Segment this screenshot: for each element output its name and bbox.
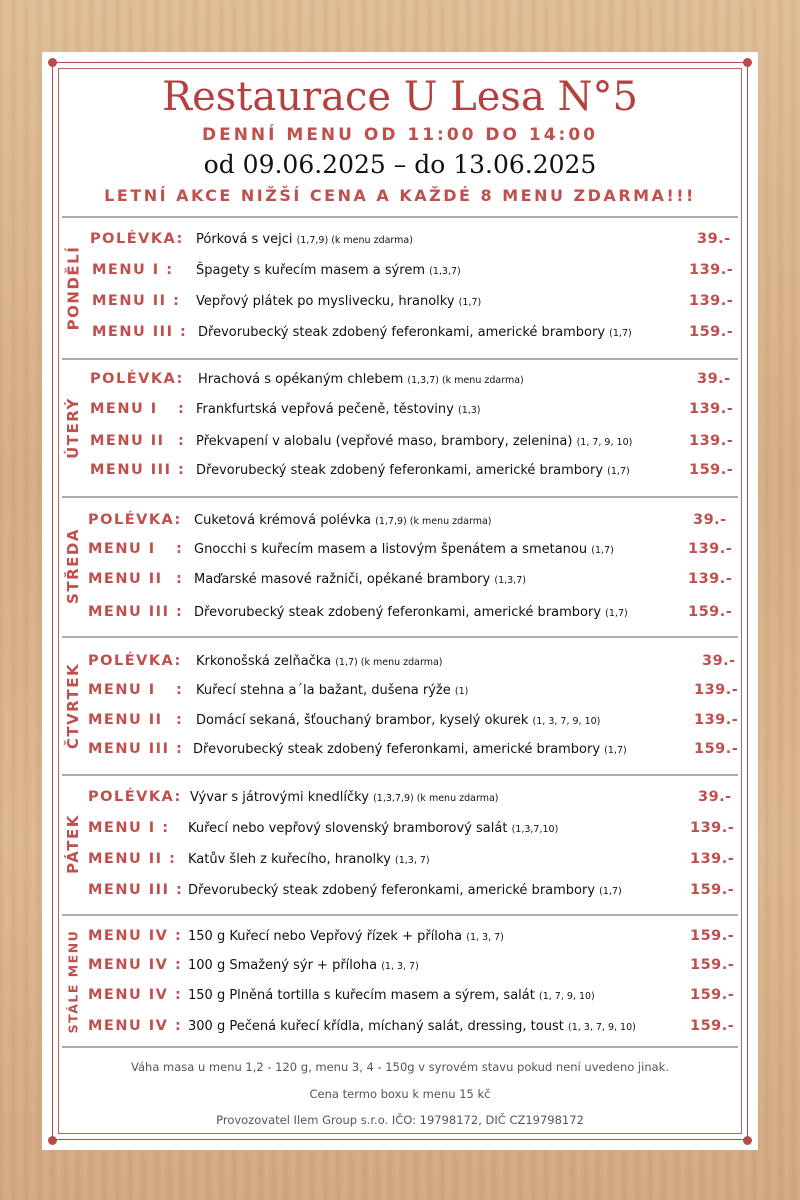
box-price-note: Cena termo boxu k menu 15 kč [309, 1087, 491, 1101]
item-label: MENU I [88, 682, 156, 698]
menu-row [0, 928, 800, 952]
allergens: (1, 7, 9, 10) [576, 437, 633, 448]
menu-hours: DENNÍ MENU OD 11:00 DO 14:00 [201, 125, 598, 145]
dish-name: 150 g Kuřecí nebo Vepřový řízek + příloha (1, 3, 7) [188, 929, 504, 944]
price: 159.- [694, 741, 739, 757]
allergens: (1, 3, 7, 9, 10) [532, 716, 601, 727]
menu-row [0, 653, 800, 677]
item-colon: : [176, 712, 184, 728]
price: 159.- [690, 957, 735, 973]
dish-name: Dřevorubecký steak zdobený feferonkami, americké brambory (1,7) [198, 325, 632, 340]
day-label-thursday: ČTVRTEK [64, 662, 83, 750]
price: 159.- [690, 882, 735, 898]
price: 139.- [688, 541, 733, 557]
item-colon: : [176, 604, 184, 620]
menu-row [0, 987, 800, 1011]
dish-name: Krkonošská zelňačka (1,7) (k menu zdarma) [196, 654, 443, 669]
dish-name: Domácí sekaná, šťouchaný brambor, kyselý okurek (1, 3, 7, 9, 10) [196, 713, 601, 728]
price: 39.- [697, 231, 731, 247]
item-label: MENU III [90, 462, 172, 478]
menu-row [0, 604, 800, 628]
menu-row [0, 789, 800, 813]
item-colon: : [178, 401, 186, 417]
allergens: (1,3,7) (k menu zdarma) [407, 375, 524, 386]
item-label: MENU II : [88, 851, 177, 867]
item-colon: : [176, 541, 184, 557]
menu-row [0, 1018, 800, 1042]
allergens: (1, 3, 7) [381, 961, 419, 972]
menu-row [0, 682, 800, 706]
dish-name: Cuketová krémová polévka (1,7,9) (k menu zdarma) [194, 513, 492, 528]
item-colon: : [178, 462, 186, 478]
allergens: (1,7) (k menu zdarma) [335, 657, 443, 668]
dish-name: Kuřecí stehna a´la bažant, dušena rýže (1) [196, 683, 469, 698]
dish-name: Špagety s kuřecím masem a sýrem (1,3,7) [196, 263, 461, 278]
item-label: MENU III : [92, 324, 188, 340]
price: 159.- [690, 1018, 735, 1034]
dish-name: Hrachová s opékaným chlebem (1,3,7) (k menu zdarma) [198, 372, 524, 387]
menu-row [0, 851, 800, 875]
price: 139.- [689, 293, 734, 309]
item-label: POLÉVKA: [90, 371, 184, 387]
dish-name: Katův šleh z kuřecího, hranolky (1,3, 7) [188, 852, 430, 867]
menu-dates: od 09.06.2025 – do 13.06.2025 [203, 150, 597, 179]
menu-row [0, 433, 800, 457]
menu-row [0, 512, 800, 536]
price: 139.- [690, 851, 735, 867]
item-label: MENU I : [88, 820, 170, 836]
allergens: (1) [454, 686, 469, 697]
operator-info: Provozovatel Ilem Group s.r.o. IČO: 19798172, DIČ CZ19798172 [216, 1113, 584, 1127]
menu-row [0, 262, 800, 286]
corner-dot [743, 1136, 752, 1145]
item-colon: : [176, 682, 184, 698]
price: 139.- [689, 433, 734, 449]
item-label: MENU I : [92, 262, 174, 278]
dish-name: Gnocchi s kuřecím masem a listovým špenátem a smetanou (1,7) [194, 542, 614, 557]
item-colon: : [176, 571, 184, 587]
item-label: MENU III [88, 604, 170, 620]
dish-name: Pórková s vejci (1,7,9) (k menu zdarma) [196, 232, 413, 247]
dish-name: Kuřecí nebo vepřový slovenský bramborový salát (1,3,7,10) [188, 821, 559, 836]
dish-name: 300 g Pečená kuřecí křídla, míchaný salát, dressing, toust (1, 3, 7, 9, 10) [188, 1019, 636, 1034]
item-label: POLÉVKA: [88, 512, 182, 528]
allergens: (1,7) [591, 545, 614, 556]
divider [62, 216, 738, 218]
divider [62, 1046, 738, 1048]
dish-name: Překvapení v alobalu (vepřové maso, brambory, zelenina) (1, 7, 9, 10) [196, 434, 633, 449]
price: 159.- [690, 987, 735, 1003]
price: 139.- [690, 820, 735, 836]
restaurant-title: Restaurace U Lesa N°5 [162, 74, 638, 120]
menu-row [0, 371, 800, 395]
price: 159.- [688, 604, 733, 620]
price: 139.- [688, 571, 733, 587]
price: 39.- [693, 512, 727, 528]
item-label: MENU IV : [88, 957, 183, 973]
price: 159.- [690, 928, 735, 944]
allergens: (1, 3, 7, 9, 10) [567, 1022, 636, 1033]
item-label: POLÉVKA: [90, 231, 184, 247]
item-label: POLÉVKA: [88, 789, 182, 805]
menu-row [0, 741, 800, 765]
item-label: MENU III : [88, 882, 184, 898]
allergens: (1, 3, 7) [466, 932, 504, 943]
day-label-monday: PONDĚLÍ [64, 245, 83, 331]
menu-row [0, 820, 800, 844]
item-label: MENU IV : [88, 928, 183, 944]
price: 139.- [689, 262, 734, 278]
allergens: (1,7) [607, 466, 630, 477]
allergens: (1,3,7) [429, 266, 461, 277]
dish-name: Vývar s játrovými knedlíčky (1,3,7,9) (k menu zdarma) [190, 790, 499, 805]
item-label: MENU II : [92, 293, 181, 309]
dish-name: Maďarské masové ražniči, opékané brambory (1,3,7) [194, 572, 526, 587]
divider [62, 774, 738, 776]
item-label: MENU II [88, 712, 163, 728]
price: 139.- [689, 401, 734, 417]
allergens: (1,7) [609, 328, 632, 339]
allergens: (1,3,7,10) [511, 824, 559, 835]
menu-row [0, 882, 800, 906]
allergens: (1,3,7,9) (k menu zdarma) [373, 793, 499, 804]
divider [62, 496, 738, 498]
menu-row [0, 541, 800, 565]
day-label-friday: PÁTEK [64, 814, 83, 874]
dish-name: Dřevorubecký steak zdobený feferonkami, americké brambory (1,7) [194, 605, 628, 620]
item-label: MENU IV : [88, 1018, 183, 1034]
menu-row [0, 957, 800, 981]
item-label: POLÉVKA: [88, 653, 182, 669]
item-label: MENU II [88, 571, 163, 587]
allergens: (1,3,7) [494, 575, 526, 586]
dish-name: Frankfurtská vepřová pečeně, těstoviny (1,3) [196, 402, 481, 417]
price: 39.- [698, 789, 732, 805]
dish-name: Vepřový plátek po myslivecku, hranolky (1,7) [196, 294, 482, 309]
allergens: (1,7) [604, 745, 627, 756]
day-label-wednesday: STŘEDA [64, 528, 82, 604]
item-label: MENU IV : [88, 987, 183, 1003]
menu-row [0, 324, 800, 348]
dish-name: 150 g Plněná tortilla s kuřecím masem a sýrem, salát (1, 7, 9, 10) [188, 988, 595, 1003]
corner-dot [743, 58, 752, 67]
menu-row [0, 462, 800, 486]
corner-dot [48, 58, 57, 67]
day-label-permanent: STÁLE MENU [65, 929, 81, 1033]
promo-banner: LETNÍ AKCE NIŽŠÍ CENA A KAŽDÉ 8 MENU ZDARMA!!! [104, 186, 696, 205]
item-label: MENU I [88, 541, 156, 557]
dish-name: Dřevorubecký steak zdobený feferonkami, americké brambory (1,7) [188, 883, 622, 898]
allergens: (1,7) [599, 886, 622, 897]
corner-dot [48, 1136, 57, 1145]
menu-row [0, 293, 800, 317]
divider [62, 636, 738, 638]
menu-row [0, 712, 800, 736]
item-colon: : [178, 433, 186, 449]
divider [62, 358, 738, 360]
allergens: (1,7,9) (k menu zdarma) [375, 516, 492, 527]
allergens: (1,7) [605, 608, 628, 619]
allergens: (1,7,9) (k menu zdarma) [296, 235, 413, 246]
allergens: (1, 7, 9, 10) [538, 991, 595, 1002]
menu-row [0, 571, 800, 595]
menu-row [0, 401, 800, 425]
price: 159.- [689, 462, 734, 478]
allergens: (1,3) [457, 405, 481, 416]
price: 39.- [697, 371, 731, 387]
price: 159.- [689, 324, 734, 340]
divider [62, 914, 738, 916]
item-label: MENU I [90, 401, 158, 417]
dish-name: Dřevorubecký steak zdobený feferonkami, americké brambory (1,7) [193, 742, 627, 757]
allergens: (1,3, 7) [395, 855, 430, 866]
item-label: MENU III : [88, 741, 184, 757]
price: 139.- [694, 682, 739, 698]
weight-note: Váha masa u menu 1,2 - 120 g, menu 3, 4 - 150g v syrovém stavu pokud není uvedeno jinak. [131, 1060, 669, 1074]
menu-row [0, 231, 800, 255]
price: 39.- [702, 653, 736, 669]
dish-name: 100 g Smažený sýr + příloha (1, 3, 7) [188, 958, 419, 973]
day-label-tuesday: ÚTERÝ [64, 397, 83, 459]
item-label: MENU II [90, 433, 165, 449]
dish-name: Dřevorubecký steak zdobený feferonkami, americké brambory (1,7) [196, 463, 630, 478]
price: 139.- [694, 712, 739, 728]
allergens: (1,7) [458, 297, 482, 308]
